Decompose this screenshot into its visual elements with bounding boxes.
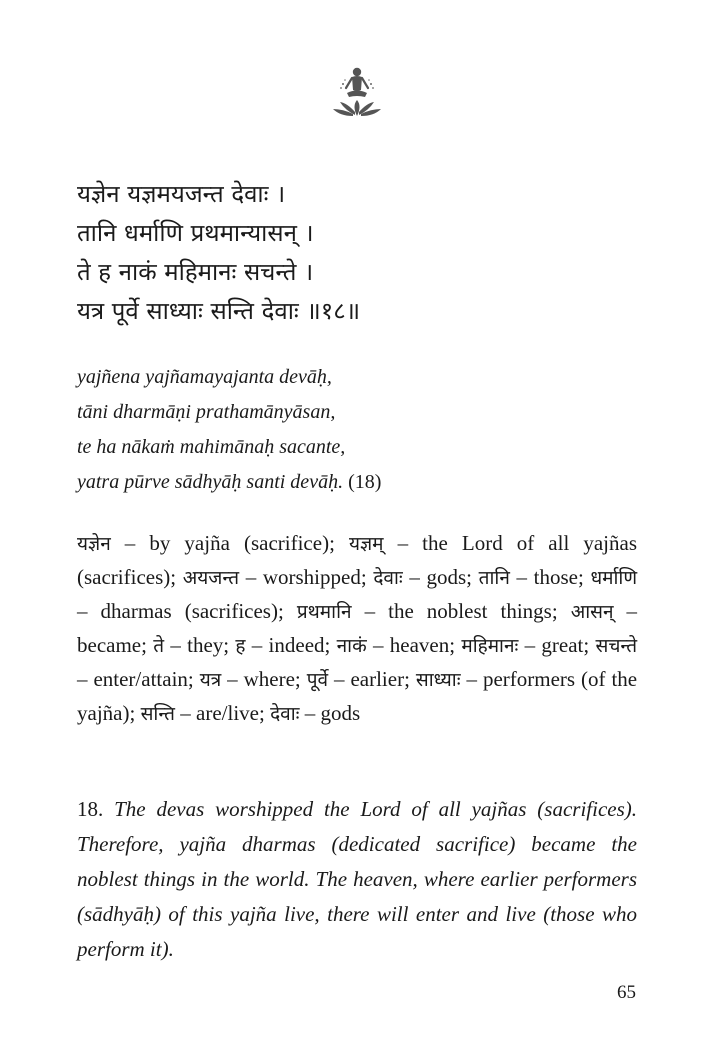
transliteration-line: te ha nākaṁ mahimānaḥ sacante, — [77, 436, 346, 458]
verse-meaning — [77, 792, 637, 967]
glossary-entry: यज्ञम् – the Lord of all yajñas (sacrifices); — [77, 531, 638, 589]
glossary-entry: आसन् – became; — [77, 599, 638, 657]
glossary-meaning: indeed; — [268, 633, 331, 657]
glossary-entry: प्रथमानि – the noblest things; — [296, 599, 558, 623]
transliteration — [77, 360, 637, 500]
glossary-term: धर्माणि — [590, 567, 638, 589]
glossary-meaning: earlier; — [350, 667, 410, 691]
glossary-entry: यत्र – where; — [199, 667, 301, 691]
glossary-meaning: worshipped; — [262, 565, 367, 589]
glossary-term: देवाः — [373, 567, 403, 589]
glossary-term: सचन्ते — [595, 635, 638, 657]
glossary-term: महिमानः — [461, 635, 519, 657]
sanskrit-line: यज्ञेन यज्ञमयजन्त देवाः । — [77, 180, 286, 208]
glossary-entry: साध्याः – performers (of the yajña); — [77, 667, 638, 725]
verse-number: (18) — [348, 471, 382, 493]
glossary-entry: सन्ति – are/live; — [140, 701, 265, 725]
glossary-entry: तानि – those; — [478, 565, 584, 589]
glossary-term: सन्ति — [140, 703, 176, 725]
glossary-meaning: gods; — [426, 565, 473, 589]
sanskrit-line: तानि धर्माणि प्रथमान्यासन् । — [77, 219, 314, 247]
glossary-term: साध्याः — [415, 669, 461, 691]
sanskrit-line: ते ह नाकं महिमानः सचन्ते । — [77, 258, 314, 286]
glossary-term: आसन् — [570, 601, 614, 623]
glossary-entry: सचन्ते – enter/attain; — [77, 635, 638, 691]
glossary-entry: नाकं – heaven; — [336, 633, 456, 657]
meaning-text: The devas worshipped the Lord of all yajñas (sacrifices). Therefore, yajña dharmas (dedicated sacrifice) became the noblest things in the world. The heaven, where earlier performers (sādhyāḥ) of this yajña live, there will enter and live (those who perform it). — [77, 797, 637, 961]
glossary-term: तानि — [478, 567, 510, 589]
glossary-meaning: the noblest things; — [388, 599, 558, 623]
page-number: 65 — [617, 982, 636, 1003]
glossary-entry: देवाः – gods; — [373, 565, 473, 589]
glossary-entry: देवाः – gods — [270, 701, 361, 725]
glossary-entry: धर्माणि – dharmas (sacrifices); — [77, 567, 638, 623]
glossary-term: ते — [153, 635, 165, 657]
glossary-term: यज्ञम् — [348, 533, 384, 555]
glossary-entry: पूर्वे – earlier; — [306, 667, 410, 691]
glossary-term: ह — [235, 635, 246, 657]
glossary-entry: ह – indeed; — [235, 633, 331, 657]
glossary-term: अयजन्त — [182, 567, 240, 589]
word-glossary — [77, 527, 637, 731]
sanskrit-verse — [77, 175, 637, 331]
transliteration-line: yajñena yajñamayajanta devāḥ, — [77, 366, 332, 388]
glossary-term: नाकं — [336, 635, 367, 657]
glossary-entry: अयजन्त – worshipped; — [182, 565, 367, 589]
glossary-meaning: the Lord of all yajñas (sacrifices); — [77, 531, 638, 589]
glossary-entry: महिमानः – great; — [461, 633, 590, 657]
glossary-meaning: gods — [320, 701, 361, 725]
glossary-entry: ते – they; — [153, 633, 230, 657]
glossary-term: देवाः — [270, 703, 300, 725]
glossary-meaning: they; — [187, 633, 230, 657]
glossary-meaning: performers (of the yajña); — [77, 667, 638, 725]
glossary-meaning: are/live; — [196, 701, 265, 725]
sanskrit-line: यत्र पूर्वे साध्याः सन्ति देवाः ॥१८॥ — [77, 297, 361, 325]
glossary-meaning: enter/attain; — [93, 667, 194, 691]
glossary-entry: यज्ञेन – by yajña (sacrifice); — [77, 531, 335, 555]
glossary-meaning: by yajña (sacrifice); — [149, 531, 335, 555]
glossary-meaning: heaven; — [389, 633, 456, 657]
glossary-meaning: became; — [77, 633, 147, 657]
glossary-term: यत्र — [199, 669, 222, 691]
glossary-meaning: where; — [243, 667, 301, 691]
glossary-term: पूर्वे — [306, 669, 329, 691]
meditating-figure-on-lotus-icon — [331, 66, 383, 120]
glossary-meaning: those; — [533, 565, 584, 589]
glossary-term: यज्ञेन — [77, 533, 111, 555]
transliteration-line: yatra pūrve sādhyāḥ santi devāḥ. (18) — [77, 471, 382, 493]
glossary-term: प्रथमानि — [296, 601, 352, 623]
meaning-number: 18. — [77, 797, 104, 821]
glossary-meaning: great; — [541, 633, 590, 657]
transliteration-line: tāni dharmāṇi prathamānyāsan, — [77, 401, 336, 423]
glossary-meaning: dharmas (sacrifices); — [100, 599, 284, 623]
